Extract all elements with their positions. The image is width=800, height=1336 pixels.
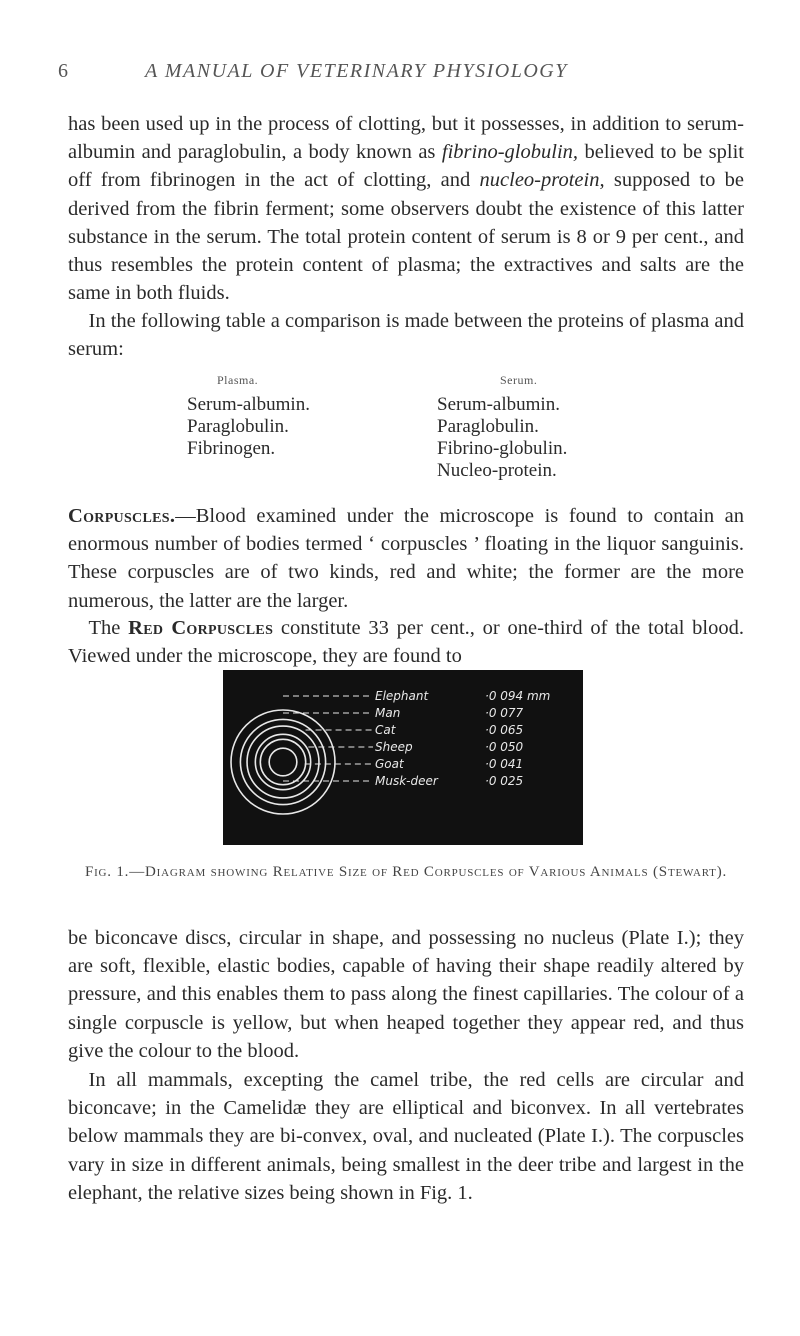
animal-label: Sheep — [375, 740, 413, 754]
running-title: A MANUAL OF VETERINARY PHYSIOLOGY — [145, 60, 568, 82]
serum-row: Fibrino-globulin. — [437, 438, 568, 459]
text-span: has been used up in the process of clotting, but it possesses, in addition to serum-albumin and paraglobulin, a body known as — [68, 113, 744, 164]
serum-row: Paraglobulin. — [437, 416, 539, 437]
serum-row: Nucleo-protein. — [437, 460, 557, 481]
text-span: In the following table a comparison is made between the proteins of plasma and serum: — [68, 310, 744, 361]
running-head — [58, 60, 748, 90]
plasma-row: Paraglobulin. — [187, 416, 289, 437]
size-label: ·0 065 — [485, 723, 524, 737]
page-number: 6 — [58, 60, 70, 82]
paragraph-corpuscles — [68, 502, 744, 615]
text-span: The — [88, 617, 129, 639]
corpuscle-diagram — [223, 670, 583, 845]
animal-label: Musk-deer — [375, 774, 438, 788]
protein-comparison-table — [0, 369, 800, 489]
serum-row: Serum-albumin. — [437, 394, 560, 415]
paragraph-table-intro — [68, 307, 744, 363]
section-lead-corpuscles: Corpuscles. — [68, 505, 176, 527]
text-span: believed to be split off from fibrinogen in the act of clotting, and — [68, 141, 744, 192]
plasma-row: Fibrinogen. — [187, 438, 276, 459]
term-nucleo-protein: nucleo-protein, — [479, 169, 605, 192]
animal-label: Man — [375, 706, 401, 720]
term-fibrino-globulin: fibrino-globulin, — [441, 141, 579, 164]
figure-caption: Fig. 1.—Diagram showing Relative Size of Red Corpuscles of Various Animals (Stewart). — [84, 864, 728, 880]
size-label: ·0 050 — [485, 740, 524, 754]
animal-label: Goat — [375, 757, 404, 771]
size-label: ·0 041 — [485, 757, 524, 771]
serum-header: Serum. — [500, 373, 538, 387]
paragraph-red-corpuscles — [68, 614, 744, 670]
paragraph-mammals — [68, 1066, 744, 1207]
section-lead-red-corpuscles: Red Corpuscles — [128, 617, 274, 639]
animal-label: Elephant — [375, 689, 429, 703]
text-span: be biconcave discs, circular in shape, and possessing no nucleus (Plate I.); they are soft, flexible, elastic bodies, capable of having their shape readily altered by pressure, and this enables them to pass along the finest capillaries. The colour of a single corpuscle is yellow, but when heaped together they appear red, and thus give the colour to the blood. — [68, 927, 744, 1062]
paragraph-serum-proteins — [68, 110, 744, 307]
figure-corpuscle-sizes — [223, 670, 583, 845]
text-span: —Blood examined under the microscope is found to contain an enormous number of bodies termed ‘ corpuscles ’ floating in the liquor sanguinis. These corpuscles are of two kinds, red and white; the former are the more numerous, the latter are the larger. — [68, 505, 744, 612]
animal-label: Cat — [375, 723, 396, 737]
text-span: supposed to be derived from the fibrin ferment; some observers doubt the existence of this latter substance in the serum. The total protein content of serum is 8 or 9 per cent., and thus resembles the protein content of plasma; the extractives and salts are the same in both fluids. — [68, 169, 745, 305]
size-label: ·0 094 mm — [485, 689, 551, 703]
paragraph-biconcave — [68, 924, 744, 1065]
text-span: In all mammals, excepting the camel tribe, the red cells are circular and biconcave; in the Camelidæ they are elliptical and biconvex. In all vertebrates below mammals they are bi-convex, oval, and nucleated (Plate I.). The corpuscles vary in size in different animals, being smallest in the deer tribe and largest in the elephant, the relative sizes being shown in Fig. 1. — [68, 1069, 744, 1204]
plasma-column — [187, 369, 310, 460]
plasma-header: Plasma. — [217, 373, 259, 387]
size-label: ·0 025 — [485, 774, 524, 788]
serum-column — [437, 369, 567, 482]
size-label: ·0 077 — [485, 706, 524, 720]
plasma-row: Serum-albumin. — [187, 394, 310, 415]
text-span: constitute 33 per cent., or one-third of the total blood. Viewed under the microscope, they are found to — [68, 617, 745, 668]
